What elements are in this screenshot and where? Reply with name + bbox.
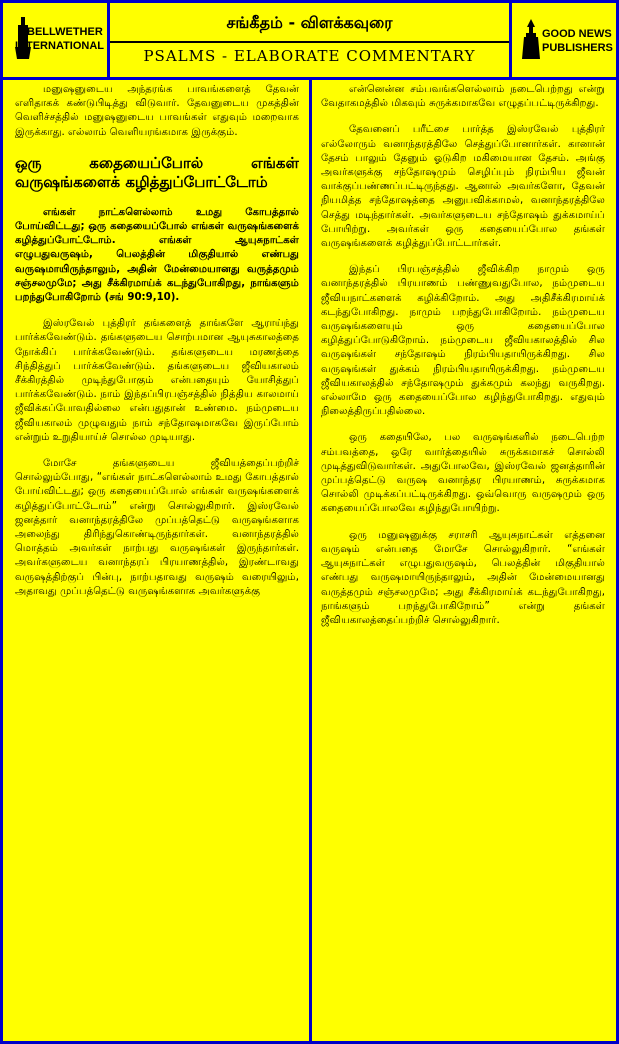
- column-divider: [309, 80, 312, 1041]
- right-paragraph-5: ஒரு மனுஷனுக்கு சராசரி ஆயுசுநாட்கள் எத்தனை வருஷம் என்பதை மோசே சொல்லுகிறார். “எங்கள் ஆயுசுநாட்கள் எழுபதுவருஷம், பெலத்தின் மிகுதியால் எண்பது வருஷமாயிருந்தாலும், அதின் மேன்மையானது வருத்தமும் சஞ்சலமுமே; அது சீக்கிரமாய்க் கடந்துபோகிறது, நாங்களும் பறந்துபோகிறோம்” என்று தங்கள் ஜீவியகாலத்தைப்பற்றிச் சொல்லுகிறார்.: [321, 529, 605, 626]
- section-heading: ஒரு கதையைப்போல் எங்கள் வருஷங்களைக் கழித்துப்போட்டோம்: [15, 153, 299, 191]
- right-paragraph-3: இந்தப் பிரபஞ்சத்தில் ஜீவிக்கிற நாமும் ஒரு வனாந்தரத்தில் பிரயாணம் பண்ணுவதுபோல, நம்முடைய ஜீவியநாட்களைக் கழிக்கிறோம். அது அதிசீக்கிரமாய்க் கடந்துபோகிறது. நாமும் பறந்துபோகிறோம். நம்முடைய வருஷங்களையும் ஒரு கதையைப்போல கழித்துப்போடுகிறோம். நம்முடைய ஜீவியகாலத்தில் சில வருஷங்கள் சந்தோஷம் நிரம்பியதாயிருக்கிறது. சில வருஷங்கள் துக்கம் நிரம்பியதாயிருக்கிறது. நம்முடைய ஜீவியகாலத்தில் சந்தோஷமும் துக்கமும் கலந்து வருகிறது. எல்லாமே ஒரு கதையைப்போல கழிந்துபோகிறது. எதுவும் நிலைத்திருப்பதில்லை.: [321, 264, 605, 418]
- title-box: [110, 3, 509, 77]
- bellwether-logo-line2: INTERNATIONAL: [15, 40, 105, 52]
- left-paragraph-2: மோசே தங்களுடைய ஜீவியத்தைப்பற்றிச் சொல்லும்போது, “எங்கள் நாட்களெல்லாம் உமது கோபத்தால் போய்விட்டது; ஒரு கதையைப்போல் எங்கள் வருஷங்களைக் கழித்துப்போட்டோம்” என்று சொல்லுகிறார். இஸ்ரவேல் ஜனத்தார் வனாந்தரத்திலே முப்பத்தெட்டு வருஷங்களாக அலைந்து திரிந்துகொண்டிருந்தார்கள். வனாந்தரத்தில் மொத்தம் அவர்கள் நாற்பது வருஷங்கள் இருந்தார்கள். அவர்களுடைய வனாந்தரப் பிரயாணத்தில், இரண்டாவது வருஷத்திற்குப் பின்பு, நாற்பதாவது வருஷம் வரையிலும், அதாவது முப்பத்தெட்டு வருஷங்களாக அவர்களுக்கு: [15, 458, 299, 597]
- verse-quote: எங்கள் நாட்களெல்லாம் உமது கோபத்தால் போய்விட்டது; ஒரு கதையைப்போல் எங்கள் வருஷங்களைக் கழித்துப்போட்டோம். எங்கள் ஆயுசுநாட்கள் எழுபதுவருஷம், பெலத்தின் மிகுதியால் எண்பது வருஷமாயிருந்தாலும், அதின் மேன்மையானது வருத்தமும் சஞ்சலமுமே; அது சீக்கிரமாய்க் கடந்துபோகிறது, நாங்களும் பறந்துபோகிறோம் (சங் 90:9,10).: [15, 206, 299, 304]
- bellwether-logo-line1: BELLWETHER: [27, 26, 103, 38]
- good-news-logo-line2: PUBLISHERS: [542, 42, 613, 54]
- left-paragraph-1: இஸ்ரவேல் புத்திரர் தங்களைத் தாங்களே ஆராய்ந்து பார்க்கவேண்டும். தங்களுடைய சொற்பமான ஆயுசுகாலத்தை நோக்கிப் பார்க்கவேண்டும். தங்களுடைய மரணத்தை சிந்தித்துப் பார்க்கவேண்டும். தங்களுடைய ஜீவியகாலம் சீக்கிரத்தில் முடிந்துபோகும் என்பதையும் யோசித்துப் பார்க்கவேண்டும். நாம் இந்தப்பிரபஞ்சத்தில் நித்திய காலமாய் ஜீவிக்கப்போவதில்லை என்பதுதான் உண்மை. நம்முடைய ஜீவியகாலம் முழுவதும் நாம் சந்தோஷமாகவே இருப்போம் என்றும் உறுதியாய்ச் சொல்ல முடியாது.: [15, 318, 299, 443]
- title-tamil: சங்கீதம் - விளக்கவுரை: [226, 13, 393, 32]
- bellwether-logo: [3, 3, 110, 77]
- right-paragraph-1: என்னென்ன சம்பவங்களெல்லாம் நடைபெற்றது என்று வேதாகமத்தில் மிகவும் சுருக்கமாகவே எழுதப்பட்டிருக்கிறது.: [321, 84, 605, 110]
- good-news-logo-line1: GOOD NEWS: [542, 28, 612, 40]
- good-news-logo-icon: [522, 19, 540, 59]
- intro-paragraph: மனுஷனுடைய அந்தரங்க பாவங்களைத் தேவன் எளிதாகக் கண்டுபிடித்து விடுவார். தேவனுடைய முகத்தின் வெளிச்சத்தில் மனுஷனுடைய பாவங்கள் எதுவும் மறைவாக இருக்காது. எல்லாம் வெளியரங்கமாக இருக்கும்.: [15, 84, 299, 138]
- good-news-logo: [509, 3, 616, 77]
- right-paragraph-2: தேவனைப் பரீட்சை பார்த்த இஸ்ரவேல் புத்திரர் எல்லோரும் வனாந்தரத்திலே செத்துப்போனார்கள். கானான் தேசம் பாலும் தேனும் ஓடுகிற மகிமையான தேசம். அங்கு அவர்களுக்கு சந்தோஷமும் செழிப்பும் நிரம்பிய ஜீவன் வாக்குப்பண்ணப்பட்டிருந்தது. ஆனால் அவர்களோ, தேவன் நியமித்த சந்தோஷத்தை அனுபவிக்காமல், வனாந்தரத்திலே செத்து மடிந்தார்கள். அவர்களுடைய சந்தோஷம் துக்கமாய்ப் போயிற்று. அவர்கள் ஒரு கதையைப்போல தங்கள் வருஷங்களைக் கழித்துப்போட்டார்கள்.: [321, 124, 605, 250]
- title-divider: [110, 41, 509, 43]
- header: [3, 3, 616, 80]
- title-english: PSALMS - ELABORATE COMMENTARY: [143, 47, 476, 65]
- right-column: [321, 83, 605, 1035]
- right-paragraph-4: ஒரு கதையிலே, பல வருஷங்களில் நடைபெற்ற சம்பவத்தை, ஒரே வார்த்தையில் சுருக்கமாகச் சொல்லி முடித்துவிடுவார்கள். அதுபோலவே, இஸ்ரவேல் ஜனத்தாரின் முப்பத்தெட்டு வருஷ வனாந்தர பிரயாணம், சுருக்கமாக சொல்லி முடிக்கப்பட்டிருக்கிறது. ஒவ்வொரு வருஷமும் ஒரு கதையைப்போலவே கழிந்துபோயிற்று.: [321, 432, 605, 515]
- left-column: [15, 83, 299, 1035]
